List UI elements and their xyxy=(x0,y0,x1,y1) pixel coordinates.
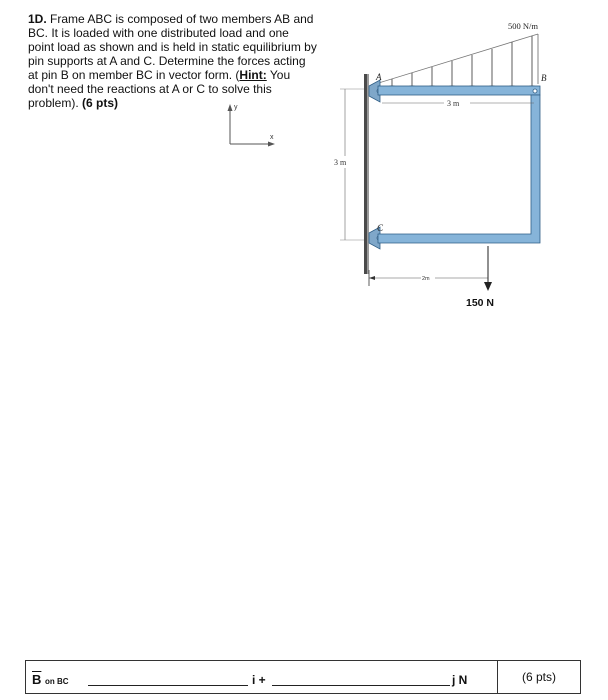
frame-diagram xyxy=(320,10,580,310)
problem-number: 1D. xyxy=(28,12,47,26)
hint-open: ( xyxy=(235,68,240,82)
label-c: C xyxy=(377,223,384,233)
dim-left-label: 3 m xyxy=(334,158,347,167)
b-subscript: on BC xyxy=(45,677,69,686)
answer-box xyxy=(25,660,581,694)
i-component-blank[interactable] xyxy=(88,685,248,686)
y-axis-arrow xyxy=(228,104,233,111)
hint-text: You don't need the reactions at A or C to solve this problem). xyxy=(28,68,291,110)
j-unit-label: j N xyxy=(452,673,468,687)
point-load-label: 150 N xyxy=(466,297,495,309)
x-axis-label: x xyxy=(270,134,274,141)
x-axis-arrow xyxy=(268,142,275,147)
problem-text: Frame ABC is composed of two members AB and BC. It is loaded with one distributed load and one point load as shown and is held in static equilibrium by pin supports at A and C. Determine the forces acting at pin B on member BC in vector form. xyxy=(28,12,317,82)
answer-points: (6 pts) xyxy=(521,670,556,684)
member-ab xyxy=(378,86,540,95)
answer-points-cell xyxy=(497,661,580,693)
label-b: B xyxy=(541,73,547,83)
dim-top-label: 3 m xyxy=(447,99,460,108)
hint-label: Hint: xyxy=(239,68,267,82)
i-unit-label: i + xyxy=(252,673,266,687)
load-slope-line xyxy=(372,34,538,85)
distributed-load-label: 500 N/m xyxy=(508,21,538,31)
problem-statement xyxy=(28,12,318,110)
b-vector-symbol: $\overline{B}$ xyxy=(32,672,42,687)
coordinate-axes xyxy=(218,100,288,150)
pin-b xyxy=(533,89,537,93)
distributed-load xyxy=(372,21,538,91)
wall-shade xyxy=(367,74,369,274)
label-a: A xyxy=(376,72,382,82)
j-component-blank[interactable] xyxy=(272,685,450,686)
dim-bottom-label: 2m xyxy=(422,276,430,282)
member-bc xyxy=(378,95,540,243)
y-axis-label: y xyxy=(234,104,238,111)
point-load-arrowhead xyxy=(484,282,492,291)
problem-points: (6 pts) xyxy=(82,96,119,110)
b-on-bc-label xyxy=(32,672,69,687)
wall xyxy=(364,74,367,274)
